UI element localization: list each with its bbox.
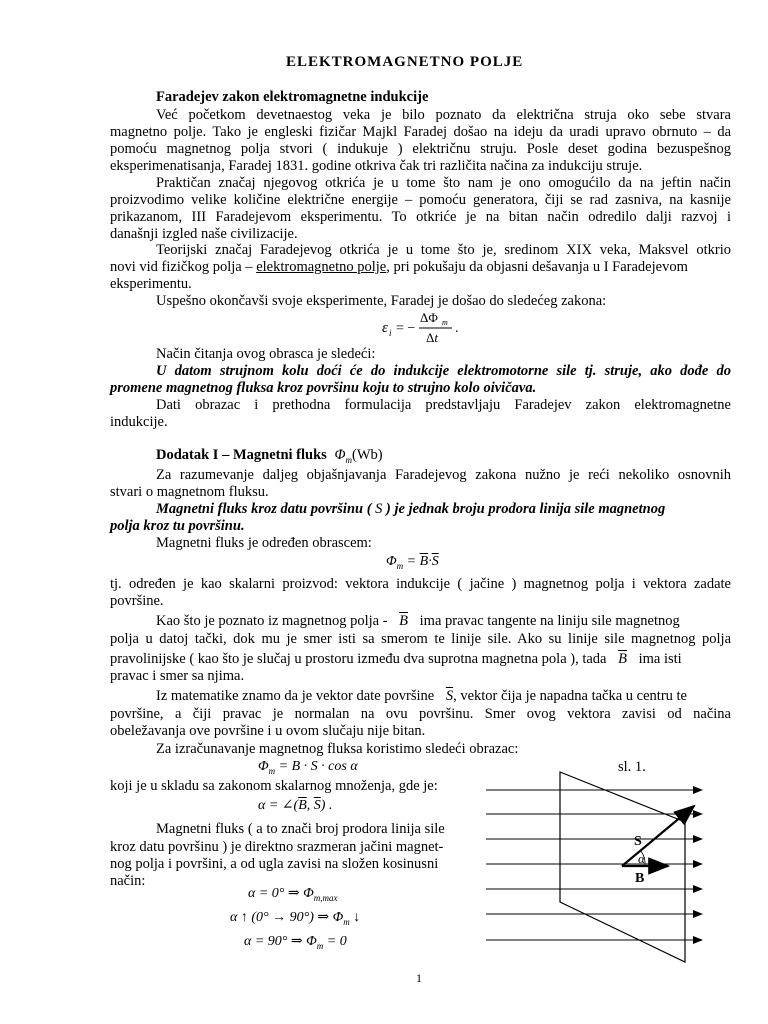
flux-figure <box>480 770 740 970</box>
angle-formula: $\alpha = \angle(\overline{B}$, $\overline{S}$) . <box>258 798 333 813</box>
text-run: ima pravac tangente na liniju sile magnetnog <box>419 613 680 629</box>
page-number: 1 <box>416 971 422 985</box>
paragraph-line: Magnetni fluks je određen obrascem: <box>156 535 372 551</box>
flux-cos-formula: $\Phi_m = B \cdot S \cdot \cos \alpha$ <box>258 759 358 776</box>
paragraph-line <box>156 612 680 630</box>
paragraph-line: pomoću magnetnog polja stvori ( indukuje ) električnu struju. Posle deset godina bezuspešnog <box>110 141 731 157</box>
vector-B: $\overline{B}$ <box>399 613 409 629</box>
svg-text:ε: ε <box>382 320 388 336</box>
text-run: , pri pokušaju da objasni dešavanja u I Faradejevom <box>386 259 688 275</box>
text-run: ) je jednak broju prodora linija sile magnetnog <box>386 501 666 517</box>
paragraph-line: Praktičan značaj njegovog otkrića je u tome što nam je ono omogućilo da na jeftin način <box>156 175 731 191</box>
text-run: Kao što je poznato iz magnetnog polja - <box>156 613 388 629</box>
rule-statement-line: U datom strujnom kolu doći će do indukcije elektromotorne sile tj. struje, ako dođe do <box>156 363 731 379</box>
text-run: novi vid fizičkog polja – <box>110 259 257 275</box>
paragraph-line: proizvodimo velike količine električne energije – pomoću generatora, čiji se rad zasniva, na kasnije <box>110 192 731 208</box>
paragraph-line: Teorijski značaj Faradejevog otkrića je u tome što je, sredinom XIX veka, Maksvel otkrio <box>156 242 731 258</box>
section-heading-faraday: Faradejev zakon elektromagnetne indukcije <box>156 89 429 105</box>
paragraph-line: površine. <box>110 593 164 609</box>
page-title: ELEKTROMAGNETNO POLJE <box>286 54 524 70</box>
paragraph-line: indukcije. <box>110 414 168 430</box>
text-run: ima isti <box>638 651 682 667</box>
flux-symbol: $\Phi_m$ <box>334 447 352 465</box>
surface-vector-arrow <box>622 806 694 866</box>
svg-text:Δt: Δt <box>426 330 438 345</box>
text-run: Iz matematike znamo da je vektor date površine <box>156 688 435 704</box>
paragraph-line: polja u datoj tački, dok mu je smer isti sa smerom te linije sile. Ako su linije sile magnetnog polja <box>110 631 731 647</box>
paragraph-line: obeležavanja ove površine i u ovom slučaju nije bitan. <box>110 723 426 739</box>
paragraph-line: kroz datu površinu ) je direktno srazmeran jačini magnet- <box>110 839 444 855</box>
paragraph-line: eksperimentu. <box>110 276 192 292</box>
svg-text:= −: = − <box>396 321 416 336</box>
paragraph-line <box>110 650 682 668</box>
paragraph-line: površine, a čiji pravac je normalan na ovu površinu. Smer ovog vektora zavisi od načina <box>110 706 731 722</box>
paragraph-line: koji je u skladu sa zakonom skalarnog množenja, gde je: <box>110 778 438 794</box>
flux-dot-formula: $\Phi_m = \overline{B}\cdot\overline{S}$ <box>386 554 439 571</box>
paragraph-line: pravac i smer sa njima. <box>110 668 245 684</box>
paragraph-line: način: <box>110 873 146 889</box>
rule-statement-line: promene magnetnog fluksa kroz površinu koju to strujno kolo oivičava. <box>110 380 537 396</box>
svg-text:i: i <box>389 328 392 338</box>
vector-S: $\overline{S}$ <box>445 688 454 704</box>
paragraph-line: Za izračunavanje magnetnog fluksa koristimo sledeći obrazac: <box>156 741 519 757</box>
paragraph-line: Za razumevanje daljeg objašnjavanja Faradejevog zakona nužno je reći nekoliko osnovnih <box>156 467 731 483</box>
paragraph-line: nog polja i površini, a od ugla zavisi na složen kosinusni <box>110 856 439 872</box>
paragraph-line: današnji izgled naše civilizacije. <box>110 226 298 242</box>
label-alpha: α <box>638 851 645 866</box>
faraday-formula <box>378 306 468 346</box>
paragraph-line: prikazanom, III Faradejevom eksperimentu. To otkriće je na bitan način odredilo dalji razvoj i <box>110 209 731 225</box>
label-S: S <box>634 834 642 849</box>
paragraph-line: Način čitanja ovog obrasca je sledeći: <box>156 346 376 362</box>
paragraph-line: stvari o magnetnom fluksu. <box>110 484 269 500</box>
case-formula-increase: α ↑ (0° → 90°) ⇒ $\Phi_m$ ↓ <box>230 910 361 927</box>
case-formula-ninety: α = 90° ⇒ $\Phi_m = 0$ <box>244 934 347 951</box>
paragraph-line: Već početkom devetnaestog veka je bilo poznato da električna struja oko sebe stvara <box>156 107 731 123</box>
text-run: pravolinijske ( kao što je slučaj u prostoru između dva suprotna magnetna pola ), tada <box>110 651 607 667</box>
paragraph-line: magnetno polje. Tako je engleski fizičar Majkl Faradej došao na ideju da uradi upravo obrnuto – da <box>110 124 731 140</box>
vector-B: $\overline{B}$ <box>618 651 627 667</box>
svg-text:m: m <box>442 318 448 327</box>
text-run: Magnetni fluks kroz datu površinu ( <box>156 501 372 517</box>
field-lines <box>486 790 702 940</box>
figure-caption: sl. 1. <box>618 759 646 775</box>
case-formula-zero: α = 0° ⇒ $\Phi_{m,max}$ <box>248 886 338 903</box>
paragraph-line <box>156 687 687 705</box>
unit: (Wb) <box>351 447 383 463</box>
symbol-S: S <box>375 501 383 517</box>
paragraph-line: Dati obrazac i prethodna formulacija predstavljaju Faradejev zakon elektromagnetne <box>156 397 731 413</box>
heading-text: Dodatak I – Magnetni fluks <box>156 447 327 463</box>
paragraph-line: Uspešno okončavši svoje eksperimente, Faradej je došao do sledećeg zakona: <box>156 293 607 309</box>
paragraph-line: eksperimenatisanja, Faradej 1831. godine otkriva čak tri različita načina za indukciju struje. <box>110 158 643 174</box>
definition-line <box>156 500 665 518</box>
underlined-term: elektromagnetno polje <box>256 259 387 275</box>
svg-text:.: . <box>455 321 459 336</box>
paragraph-line: tj. određen je kao skalarni proizvod: vektora indukcije ( jačine ) magnetnog polja i vektora zadate <box>110 576 731 592</box>
paragraph-line: Magnetni fluks ( a to znači broj prodora linija sile <box>156 821 445 837</box>
text-run: , vektor čija je napadna tačka u centru te <box>453 688 687 704</box>
paragraph-line <box>110 258 688 276</box>
label-B: B <box>635 871 645 886</box>
svg-text:ΔΦ: ΔΦ <box>420 310 438 325</box>
definition-line: polja kroz tu površinu. <box>110 518 245 534</box>
